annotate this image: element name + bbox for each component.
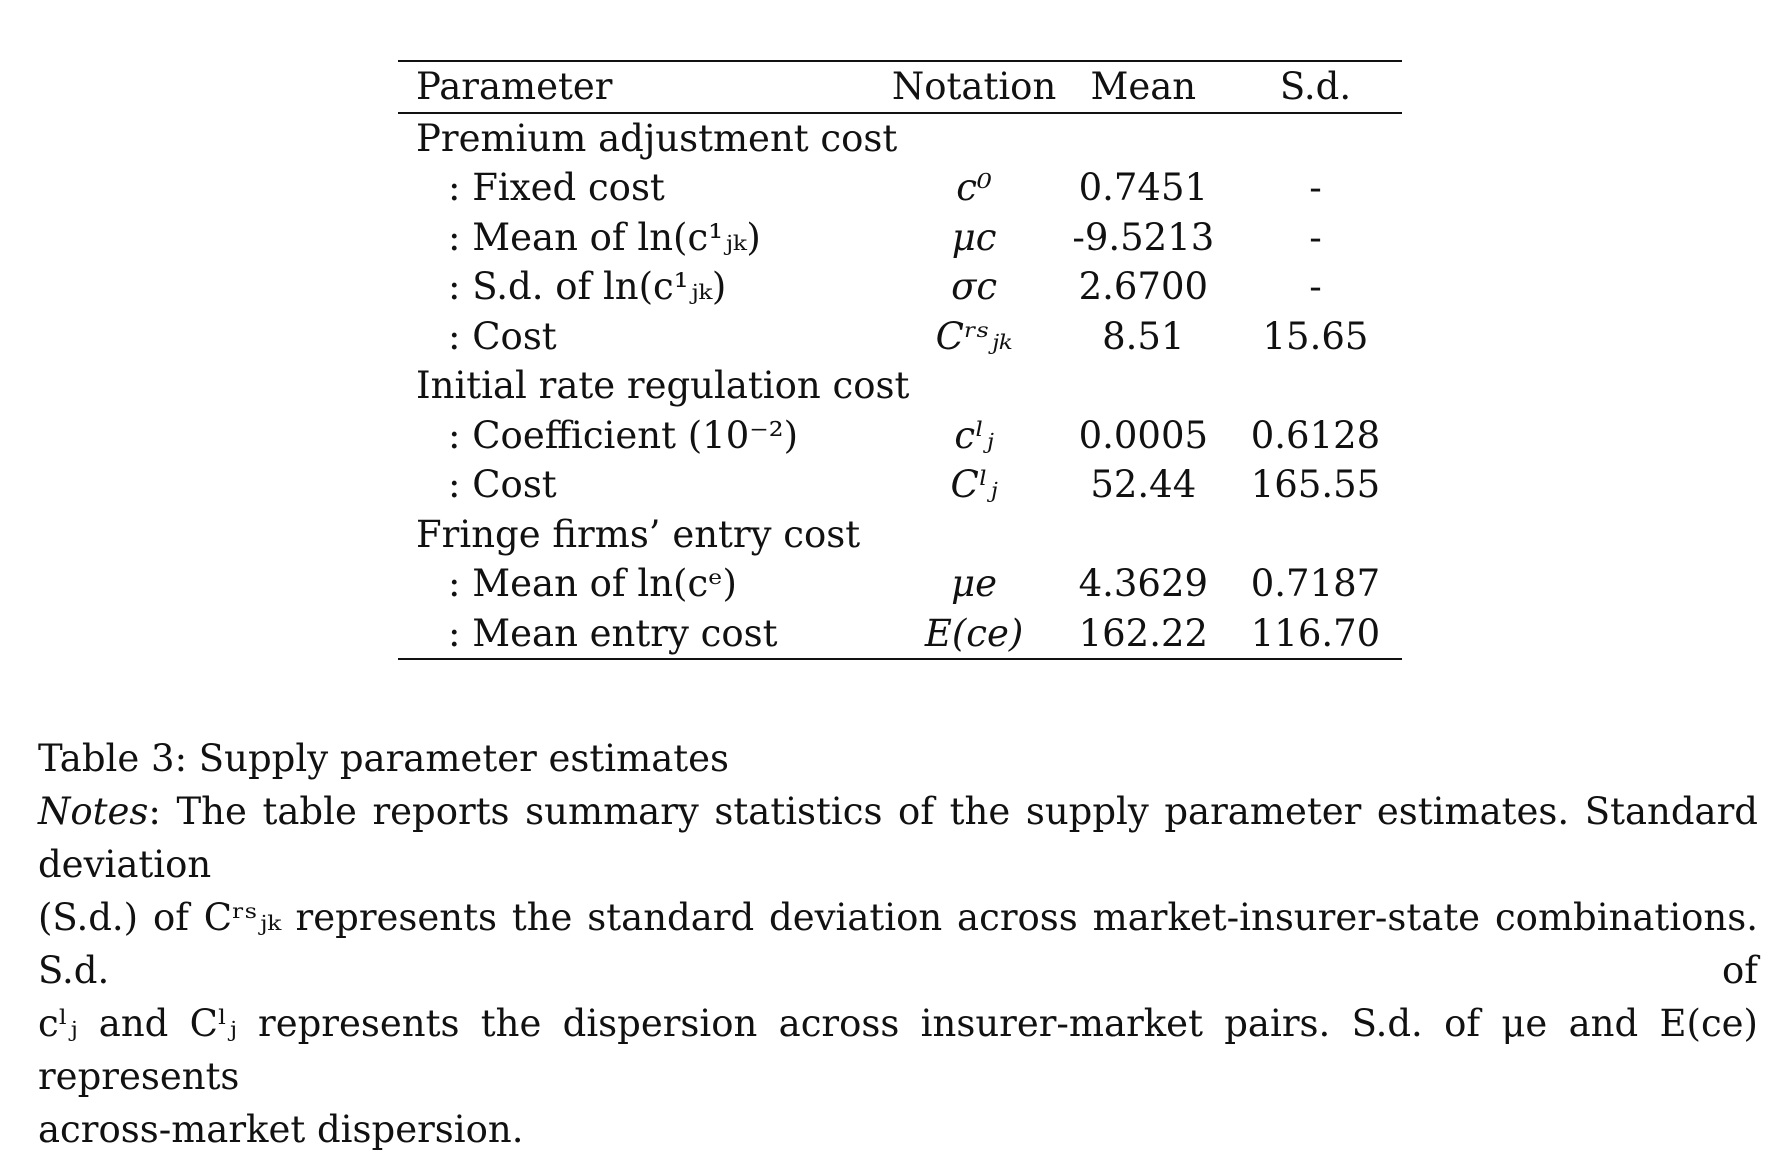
row-label: : S.d. of ln(c¹ⱼₖ) xyxy=(448,265,727,308)
table-row xyxy=(398,609,1402,660)
row-mean: 0.7451 xyxy=(1078,166,1209,209)
section-header-row xyxy=(398,510,1402,560)
row-notation: Cʳˢⱼₖ xyxy=(935,314,1013,358)
header-parameter: Parameter xyxy=(416,65,613,108)
row-sd: - xyxy=(1309,265,1322,308)
row-label: : Mean of ln(c¹ⱼₖ) xyxy=(448,215,761,259)
row-mean: 8.51 xyxy=(1102,314,1185,358)
row-notation: E(ce) xyxy=(924,611,1024,655)
row-sd: 116.70 xyxy=(1250,611,1381,655)
table-row xyxy=(398,460,1402,510)
table-row xyxy=(398,262,1402,312)
row-sd: 165.55 xyxy=(1250,463,1381,506)
row-mean: 162.22 xyxy=(1078,611,1209,655)
table-row xyxy=(398,213,1402,263)
section-header-row xyxy=(398,113,1402,164)
row-mean: -9.5213 xyxy=(1072,215,1215,259)
table-row xyxy=(398,163,1402,213)
table-row xyxy=(398,312,1402,362)
caption-notes-line xyxy=(38,785,1758,891)
table-header-row xyxy=(398,61,1402,113)
table-row xyxy=(398,411,1402,461)
row-mean: 2.6700 xyxy=(1078,265,1209,308)
caption-title: Table 3: Supply parameter estimates xyxy=(38,737,730,780)
caption-notes-line: cˡⱼ and Cˡⱼ represents the dispersion across insurer-market pairs. S.d. of μe and E(ce) represents xyxy=(38,1002,1758,1098)
section-title: Initial rate regulation cost xyxy=(416,364,910,407)
row-mean: 0.0005 xyxy=(1078,413,1209,457)
row-mean: 4.3629 xyxy=(1078,562,1209,605)
header-notation: Notation xyxy=(891,65,1057,108)
row-notation: cˡⱼ xyxy=(954,413,994,457)
notes-text: : The table reports summary statistics of the supply parameter estimates. Standard deviation xyxy=(38,790,1758,886)
row-label: : Cost xyxy=(448,463,557,506)
row-label: : Mean of ln(cᵉ) xyxy=(448,562,737,605)
caption-notes-line: (S.d.) of Cʳˢⱼₖ represents the standard deviation across market-insurer-state combinations. S.d. of xyxy=(38,896,1758,992)
row-mean: 52.44 xyxy=(1090,463,1197,506)
row-label: : Cost xyxy=(448,314,557,358)
row-notation: μe xyxy=(951,562,998,605)
row-notation: c⁰ xyxy=(956,166,992,209)
row-notation: σc xyxy=(951,265,998,308)
row-sd: - xyxy=(1309,215,1322,259)
row-notation: μc xyxy=(951,215,997,259)
row-label: : Mean entry cost xyxy=(448,611,778,655)
row-label: : Fixed cost xyxy=(448,166,665,209)
row-label: : Coefficient (10⁻²) xyxy=(448,413,799,457)
row-sd: - xyxy=(1309,166,1322,209)
section-title: Premium adjustment cost xyxy=(416,116,898,160)
header-sd: S.d. xyxy=(1279,65,1352,108)
notes-label: Notes xyxy=(38,790,149,833)
table-row xyxy=(398,559,1402,609)
row-sd: 15.65 xyxy=(1262,314,1369,358)
section-title: Fringe firms’ entry cost xyxy=(416,512,861,556)
caption-notes-line: across-market dispersion. xyxy=(38,1108,524,1151)
parameter-table xyxy=(398,60,1402,660)
row-sd: 0.7187 xyxy=(1250,562,1381,605)
header-mean: Mean xyxy=(1090,65,1197,108)
table-caption xyxy=(38,732,1758,1156)
row-sd: 0.6128 xyxy=(1250,413,1381,457)
section-header-row xyxy=(398,361,1402,411)
row-notation: Cˡⱼ xyxy=(950,463,998,506)
